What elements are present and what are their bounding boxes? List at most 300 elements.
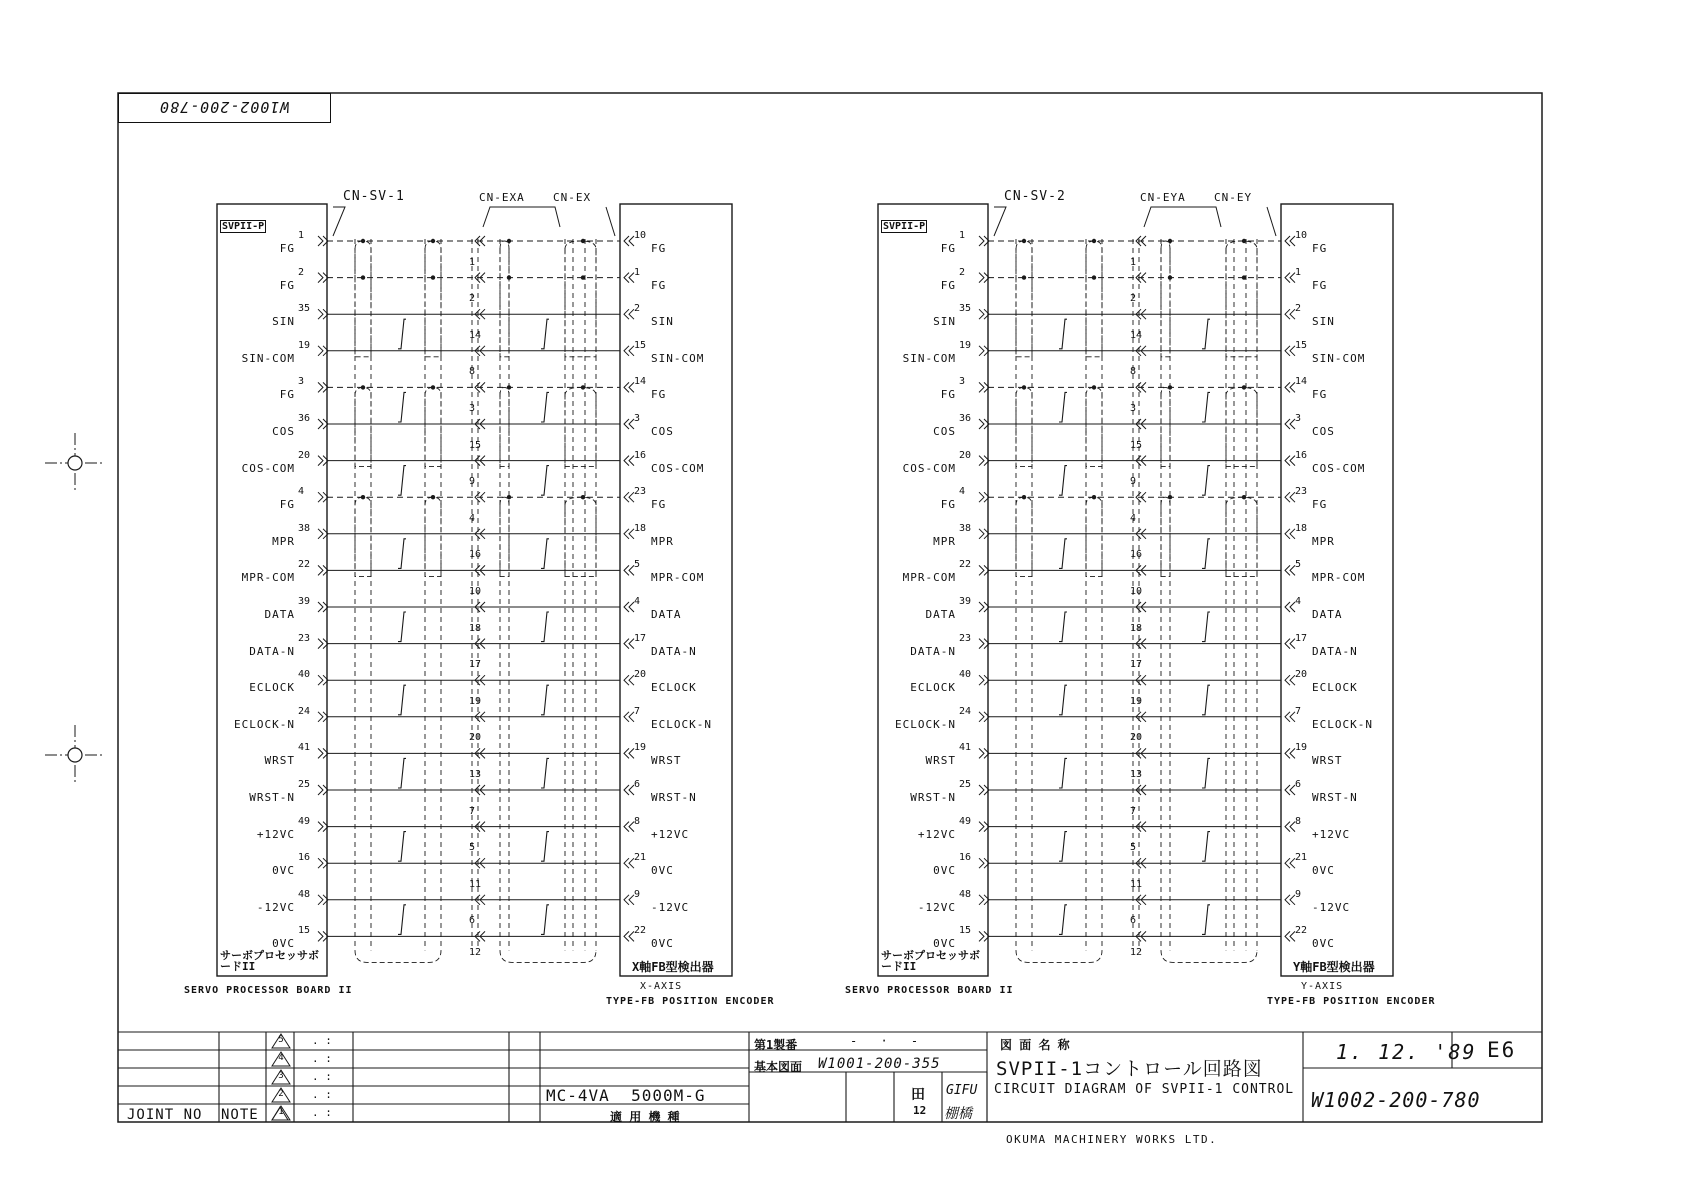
panel-y-twist-5-1 [1202, 612, 1210, 642]
panel-y-pin-right: 10 [1295, 230, 1308, 241]
panel-x-bottom-loop-0 [355, 950, 441, 962]
rev-date-1: . : [312, 1106, 332, 1119]
panel-x-shield-1-3 [565, 387, 596, 466]
panel-y-twist-4-0 [1059, 539, 1067, 569]
panel-x-pin-left: 39 [298, 596, 311, 607]
panel-y-shield-1-2 [1161, 387, 1170, 466]
panel-y-node-4-2 [1168, 385, 1172, 389]
panel-x-shield-0-2 [500, 241, 509, 357]
panel-y-pin-mid: 6 [1130, 915, 1137, 927]
panel-y-pin-right: 21 [1295, 852, 1308, 864]
panel-x-pin-mid: 18 [469, 622, 482, 634]
panel-x-signal-right: -12VC [651, 900, 690, 914]
panel-x-twist-3-1 [541, 466, 549, 496]
drawing-name-jp: SVPII-1コントロール回路図 [996, 1058, 1263, 1080]
panel-y-pin-mid: 5 [1130, 842, 1137, 854]
panel-x-pin-right: 22 [634, 925, 647, 937]
panel-x-pin-mid: 15 [469, 439, 482, 451]
panel-y-chevron-left-10 [979, 602, 984, 612]
panel-x-chevron-left-13 [318, 712, 323, 722]
panel-x-chevron-left-2 [318, 309, 323, 319]
panel-y-chevron-right-0 [1285, 236, 1290, 246]
panel-x-chevron-right-12 [624, 675, 629, 685]
panel-x-pin-mid: 14 [469, 329, 482, 341]
panel-x-twist-9-0 [398, 905, 406, 935]
panel-y-pin-right: 14 [1295, 376, 1308, 388]
panel-y-pin-left: 49 [959, 815, 972, 827]
panel-x-shield-1-0 [355, 387, 371, 466]
panel-y-pin-right: 5 [1295, 559, 1302, 571]
rev-date-3: . : [312, 1070, 332, 1083]
panel-y-shield-0-3 [1226, 241, 1257, 357]
panel-x-signal-right: FG [651, 242, 667, 255]
panel-y-twist-2-1 [1202, 392, 1210, 422]
panel-x-chevron-right-9 [624, 565, 629, 575]
panel-x-pin-mid: 3 [469, 403, 476, 414]
panel-x-signal-right: 0VC [651, 937, 674, 951]
panel-x-pin-mid: 20 [469, 732, 482, 744]
panel-y-signal-left: FG [940, 498, 956, 512]
panel-y-signal-left: +12VC [917, 827, 956, 841]
panel-x-signal-right: ECLOCK [651, 681, 697, 695]
panel-y-signal-right: COS [1312, 425, 1335, 438]
panel-y-pin-left: 24 [959, 705, 972, 717]
panel-x-connector-board-label: CN-SV-1 [343, 189, 405, 204]
panel-x-shield-1-1 [425, 387, 441, 466]
panel-y-signal-right: DATA [1312, 608, 1343, 621]
drawing-date: 1. 12. '89 [1336, 1040, 1477, 1064]
panel-x-signal-right: WRST [651, 754, 682, 768]
panel-y-chevron-right-6 [1285, 456, 1290, 466]
panel-y-pin-mid: 16 [1130, 549, 1143, 561]
rev-mark-5: 5 [278, 1035, 284, 1045]
panel-x-signal-right: FG [651, 278, 667, 292]
panel-y-pin-left: 35 [959, 303, 972, 315]
panel-y-chevron-left-17 [979, 858, 984, 868]
panel-y-twist-7-1 [1202, 758, 1210, 788]
panel-y-encoder-type: TYPE-FB POSITION ENCODER [1267, 996, 1436, 1007]
panel-y-shield-0-1 [1086, 241, 1102, 357]
panel-y-pin-mid: 4 [1130, 512, 1137, 524]
panel-y-chevron-left-15 [979, 785, 984, 795]
panel-y-connector-b-label: CN-EY [1214, 191, 1253, 204]
panel-y-chevron-left-16 [979, 822, 984, 832]
panel-y-twist-7-0 [1059, 758, 1067, 788]
panel-y-node-1-3 [1242, 275, 1246, 279]
panel-x-signal-left: -12VC [256, 900, 295, 914]
model-label: 適 用 機 種 [610, 1110, 680, 1124]
company-name: OKUMA MACHINERY WORKS LTD. [1006, 1133, 1218, 1146]
panel-y-shield-2-0 [1016, 497, 1032, 576]
panel-y-chevron-right-15 [1285, 785, 1290, 795]
panel-y-signal-left: 0VC [933, 864, 956, 878]
panel-y-signal-left: SIN [933, 315, 956, 329]
panel-y-connector-a-label: CN-EYA [1140, 191, 1186, 204]
panel-x-chevron-left-8 [318, 529, 323, 539]
panel-x-pin-right: 19 [634, 742, 647, 754]
panel-y-chevron-right-14 [1285, 748, 1290, 758]
panel-y-signal-left: -12VC [917, 900, 956, 914]
panel-x-pin-mid: 17 [469, 659, 482, 671]
panel-x-signal-left: FG [279, 278, 295, 292]
panel-x-signal-left: DATA-N [249, 644, 295, 658]
panel-x-signal-right: FG [651, 498, 667, 512]
panel-y-pin-mid: 15 [1130, 439, 1143, 451]
panel-x-pin-left: 19 [298, 339, 311, 351]
panel-y-signal-left: COS [933, 425, 956, 438]
panel-y-pin-right: 16 [1295, 449, 1308, 461]
panel-x-chevron-left-3 [318, 346, 323, 356]
panel-y-pin-right: 3 [1295, 413, 1302, 424]
panel-y-chevron-left-6 [979, 456, 984, 466]
panel-x-chevron-right-0 [624, 236, 629, 246]
drawing-name-en: CIRCUIT DIAGRAM OF SVPII-1 CONTROL [994, 1082, 1295, 1097]
panel-x-pin-mid: 10 [469, 586, 482, 597]
panel-x-twist-7-0 [398, 758, 406, 788]
panel-x-node-7-2 [507, 495, 511, 499]
panel-y-chevron-left-5 [979, 419, 984, 429]
signature-2: 棚橋 [944, 1106, 972, 1122]
panel-y-signal-right: FG [1312, 278, 1328, 292]
panel-y-pin-right: 17 [1295, 632, 1308, 644]
panel-y-pin-right: 22 [1295, 925, 1308, 937]
panel-x-signal-left: DATA [264, 608, 295, 621]
panel-x-chevron-right-4 [624, 382, 629, 392]
panel-x-chevron-left-19 [318, 931, 323, 941]
panel-y-signal-left: FG [940, 278, 956, 292]
panel-x-pin-mid: 6 [469, 915, 476, 927]
panel-x-signal-right: COS [651, 425, 674, 438]
panel-y-pin-mid: 10 [1130, 586, 1143, 597]
panel-y-pin-right: 2 [1295, 303, 1302, 315]
panel-y-signal-right: ECLOCK [1312, 681, 1358, 695]
panel-x-pin-left: 36 [298, 413, 311, 424]
rev-mark-1: 1 [278, 1107, 284, 1117]
panel-x-pin-right: 16 [634, 449, 647, 461]
panel-x-twist-2-1 [541, 392, 549, 422]
rev-mark-4: 4 [278, 1053, 284, 1063]
panel-x-connector-b-label: CN-EX [553, 191, 592, 204]
panel-y-twist-3-0 [1059, 466, 1067, 496]
panel-y-signal-left: COS-COM [902, 461, 956, 475]
panel-y-twist-8-0 [1059, 832, 1067, 862]
panel-y-box-tag: SVPII-P [883, 221, 926, 232]
panel-y-chevron-left-9 [979, 565, 984, 575]
panel-x-chevron-left-15 [318, 785, 323, 795]
panel-y-signal-right: FG [1312, 242, 1328, 255]
panel-x-signal-right: SIN-COM [651, 351, 705, 365]
panel-y-twist-1-0 [1059, 319, 1067, 349]
panel-x-chevron-right-15 [624, 785, 629, 795]
panel-y-chevron-left-11 [979, 639, 984, 649]
panel-x-chevron-right-10 [624, 602, 629, 612]
panel-x-twist-6-0 [398, 685, 406, 715]
panel-x-twist-4-0 [398, 539, 406, 569]
panel-x-pin-right: 18 [634, 522, 647, 534]
panel-y-shield-2-1 [1086, 497, 1102, 576]
panel-y-chevron-left-3 [979, 346, 984, 356]
rotated-drawing-number: W1002-200-780 [159, 98, 290, 116]
panel-y-pointer-mid [1144, 207, 1221, 227]
panel-x-shield-2-1 [425, 497, 441, 576]
panel-x-pin-mid: 11 [469, 878, 482, 890]
panel-x-pin-right: 14 [634, 376, 647, 388]
panel-x-encoder-name-jp: X軸FB型検出器 [632, 960, 714, 974]
panel-y-signal-left: MPR [933, 534, 956, 548]
panel-x-pin-mid: 7 [469, 805, 476, 817]
panel-x-twist-3-0 [398, 466, 406, 496]
panel-y-chevron-right-12 [1285, 675, 1290, 685]
panel-y-shield-0-0 [1016, 241, 1032, 357]
panel-y-chevron-left-7 [979, 492, 984, 502]
panel-x-pin-mid: 5 [469, 842, 476, 854]
panel-x-pin-left: 15 [298, 925, 311, 937]
panel-y-pin-left: 39 [959, 596, 972, 607]
panel-y-bottom-loop-1 [1161, 950, 1257, 962]
panel-x-pin-right: 20 [634, 669, 647, 681]
panel-y-chevron-right-18 [1285, 895, 1290, 905]
panel-x-twist-8-1 [541, 832, 549, 862]
panel-y-chevron-left-12 [979, 675, 984, 685]
panel-y-chevron-right-10 [1285, 602, 1290, 612]
panel-y-chevron-right-19 [1285, 931, 1290, 941]
panel-y-signal-left: 0VC [933, 937, 956, 951]
panel-y-node-7-2 [1168, 495, 1172, 499]
panel-x-pin-mid: 2 [469, 293, 476, 305]
model-value: MC-4VA 5000M-G [546, 1086, 706, 1105]
panel-y-signal-left: ECLOCK-N [895, 717, 956, 731]
panel-y-signal-right: WRST [1312, 754, 1343, 768]
panel-y-pin-mid: 17 [1130, 659, 1143, 671]
panel-y-twist-4-1 [1202, 539, 1210, 569]
panel-x-signal-right: FG [651, 388, 667, 402]
panel-y-pin-left: 4 [959, 486, 966, 498]
panel-x-chevron-right-1 [624, 273, 629, 283]
panel-x-chevron-left-1 [318, 273, 323, 283]
panel-y-chevron-left-2 [979, 309, 984, 319]
base-drawing-value: W1001-200-355 [818, 1056, 941, 1072]
panel-y-pin-left: 48 [959, 888, 972, 900]
panel-x-chevron-left-18 [318, 895, 323, 905]
panel-y-signal-left: MPR-COM [902, 571, 956, 585]
panel-x-pointer-board [333, 207, 345, 236]
panel-y-signal-right: ECLOCK-N [1312, 717, 1373, 731]
panel-x-pin-mid: 1 [469, 256, 476, 268]
panel-y-pin-left: 23 [959, 632, 972, 644]
panel-x-pin-right: 4 [634, 596, 641, 607]
panel-y-chevron-left-4 [979, 382, 984, 392]
panel-x-chevron-right-19 [624, 931, 629, 941]
panel-y-shield-0-2 [1161, 241, 1170, 357]
panel-x-chevron-right-8 [624, 529, 629, 539]
panel-y-signal-right: 0VC [1312, 864, 1335, 878]
panel-x-twist-6-1 [541, 685, 549, 715]
registration-mark-upper [60, 448, 90, 478]
panel-x-chevron-right-3 [624, 346, 629, 356]
panel-x-pin-right: 3 [634, 413, 641, 424]
drawing-name-label: 図 面 名 称 [1000, 1038, 1070, 1052]
panel-x-signal-left: +12VC [256, 827, 295, 841]
panel-x-signal-left: WRST-N [249, 791, 295, 804]
panel-y-pin-mid: 3 [1130, 403, 1137, 414]
panel-x-chevron-right-2 [624, 309, 629, 319]
panel-x-node-1-0 [361, 275, 365, 279]
panel-y-pin-mid: 8 [1130, 366, 1137, 378]
panel-y-signal-left: DATA-N [910, 644, 956, 658]
panel-y-encoder-name-jp: Y軸FB型検出器 [1293, 960, 1375, 974]
panel-x-chevron-right-17 [624, 858, 629, 868]
panel-x-node-0-2 [507, 239, 511, 243]
panel-y-signal-right: DATA-N [1312, 644, 1358, 658]
panel-y-chevron-right-4 [1285, 382, 1290, 392]
sheet-code: E6 [1487, 1038, 1517, 1062]
panel-y-chevron-right-7 [1285, 492, 1290, 502]
panel-y-chevron-left-19 [979, 931, 984, 941]
panel-x-pin-left: 40 [298, 669, 311, 681]
panel-x-shield-2-0 [355, 497, 371, 576]
panel-x-chevron-left-7 [318, 492, 323, 502]
panel-y-pin-left: 15 [959, 925, 972, 937]
panel-y-pin-right: 20 [1295, 669, 1308, 681]
panel-x-board-name-jp: サーボプロセッサボードII [220, 949, 319, 973]
panel-y-pin-right: 8 [1295, 815, 1302, 827]
panel-x-signal-left: ECLOCK [249, 681, 295, 695]
panel-x-twist-5-0 [398, 612, 406, 642]
panel-y-chevron-right-5 [1285, 419, 1290, 429]
panel-y-pin-right: 4 [1295, 596, 1302, 607]
first-mfg-value: - · - [850, 1034, 927, 1048]
panel-x-twist-9-1 [541, 905, 549, 935]
panel-x-pin-right: 17 [634, 632, 647, 644]
panel-y-signal-right: SIN [1312, 315, 1335, 329]
panel-x-signal-left: FG [279, 388, 295, 402]
panel-y-pointer-encoder [1267, 207, 1276, 236]
first-mfg-label: 第1製番 [754, 1038, 798, 1052]
panel-x-pin-mid: 9 [469, 476, 476, 488]
panel-y-twist-3-1 [1202, 466, 1210, 496]
panel-x-pin-right: 8 [634, 815, 641, 827]
panel-x-pin-left: 38 [298, 522, 311, 534]
panel-x-pin-mid: 13 [469, 769, 482, 780]
panel-y-pin-left: 25 [959, 779, 972, 790]
panel-x-pointer-mid [483, 207, 560, 227]
panel-y-chevron-left-14 [979, 748, 984, 758]
panel-x-signal-left: WRST [264, 754, 295, 768]
panel-x-twist-8-0 [398, 832, 406, 862]
panel-x-pin-left: 4 [298, 486, 305, 498]
panel-y-twist-9-0 [1059, 905, 1067, 935]
panel-y-pin-right: 15 [1295, 339, 1308, 351]
panel-y-pin-left: 2 [959, 266, 966, 278]
panel-y-signal-left: SIN-COM [902, 351, 956, 365]
panel-y-chevron-right-8 [1285, 529, 1290, 539]
panel-x-encoder-axis: X-AXIS [640, 981, 683, 992]
panel-x-signal-left: FG [279, 498, 295, 512]
panel-y-chevron-right-16 [1285, 822, 1290, 832]
panel-x-pin-left: 16 [298, 852, 311, 864]
panel-y-signal-left: DATA [925, 608, 956, 621]
panel-y-chevron-right-1 [1285, 273, 1290, 283]
panel-x-pin-mid: 16 [469, 549, 482, 561]
panel-x-chevron-left-16 [318, 822, 323, 832]
base-drawing-label: 基本図面 [754, 1060, 803, 1074]
panel-x-board-name-en: SERVO PROCESSOR BOARD II [184, 985, 353, 996]
panel-x-pin-mid-last: 12 [469, 947, 482, 959]
panel-y-chevron-right-13 [1285, 712, 1290, 722]
panel-x-chevron-left-9 [318, 565, 323, 575]
note-label: NOTE [221, 1107, 259, 1123]
panel-y-shield-1-0 [1016, 387, 1032, 466]
panel-x-signal-left: FG [279, 242, 295, 255]
panel-x-chevron-left-10 [318, 602, 323, 612]
panel-y-pin-right: 6 [1295, 779, 1302, 790]
panel-x-pin-left: 1 [298, 230, 305, 241]
panel-y-node-1-1 [1092, 275, 1096, 279]
panel-x-pin-right: 1 [634, 266, 641, 278]
panel-x-signal-right: WRST-N [651, 791, 697, 804]
panel-x-pin-right: 5 [634, 559, 641, 571]
panel-y-pin-left: 3 [959, 376, 966, 388]
panel-x-pin-left: 25 [298, 779, 311, 790]
panel-x-chevron-left-11 [318, 639, 323, 649]
panel-y-pin-left: 16 [959, 852, 972, 864]
panel-y-chevron-right-11 [1285, 639, 1290, 649]
panel-x-node-1-3 [581, 275, 585, 279]
panel-x-signal-left: ECLOCK-N [234, 717, 295, 731]
panel-y-signal-right: SIN-COM [1312, 351, 1366, 365]
panel-y-twist-9-1 [1202, 905, 1210, 935]
panel-x-twist-5-1 [541, 612, 549, 642]
panel-x-signal-left: 0VC [272, 937, 295, 951]
panel-x-pin-left: 35 [298, 303, 311, 315]
rotated-drawing-number-box [118, 93, 331, 123]
panel-y-signal-left: WRST-N [910, 791, 956, 804]
panel-y-pin-left: 1 [959, 230, 966, 241]
panel-x-shield-0-0 [355, 241, 371, 357]
panel-x-shield-2-3 [565, 497, 596, 576]
panel-x-pin-left: 20 [298, 449, 311, 461]
joint-no-label: JOINT NO [127, 1107, 203, 1123]
panel-y-signal-right: +12VC [1312, 827, 1351, 841]
panel-y-shield-2-2 [1161, 497, 1170, 576]
panel-x-chevron-right-7 [624, 492, 629, 502]
panel-x-signal-right: MPR-COM [651, 571, 705, 585]
panel-y-pin-mid: 7 [1130, 805, 1137, 817]
panel-y-pin-right: 9 [1295, 888, 1302, 900]
panel-y-signal-right: MPR [1312, 534, 1335, 548]
panel-x-shield-2-2 [500, 497, 509, 576]
panel-y-twist-6-1 [1202, 685, 1210, 715]
panel-x-chevron-right-18 [624, 895, 629, 905]
panel-x-twist-2-0 [398, 392, 406, 422]
panel-x-pin-right: 23 [634, 486, 647, 498]
panel-x-pin-right: 10 [634, 230, 647, 241]
panel-x-signal-right: MPR [651, 534, 674, 548]
panel-y-twist-8-1 [1202, 832, 1210, 862]
panel-x-chevron-left-12 [318, 675, 323, 685]
panel-x-pin-left: 23 [298, 632, 311, 644]
panel-y-bottom-loop-0 [1016, 950, 1102, 962]
rev-mark-2: 2 [278, 1089, 284, 1099]
panel-y-signal-right: FG [1312, 388, 1328, 402]
panel-x-twist-4-1 [541, 539, 549, 569]
panel-x-pin-right: 21 [634, 852, 647, 864]
panel-x-twist-1-0 [398, 319, 406, 349]
panel-x-pin-left: 24 [298, 705, 311, 717]
panel-y-pin-mid: 18 [1130, 622, 1143, 634]
panel-y-pointer-board [994, 207, 1006, 236]
panel-x-pin-right: 7 [634, 705, 641, 717]
